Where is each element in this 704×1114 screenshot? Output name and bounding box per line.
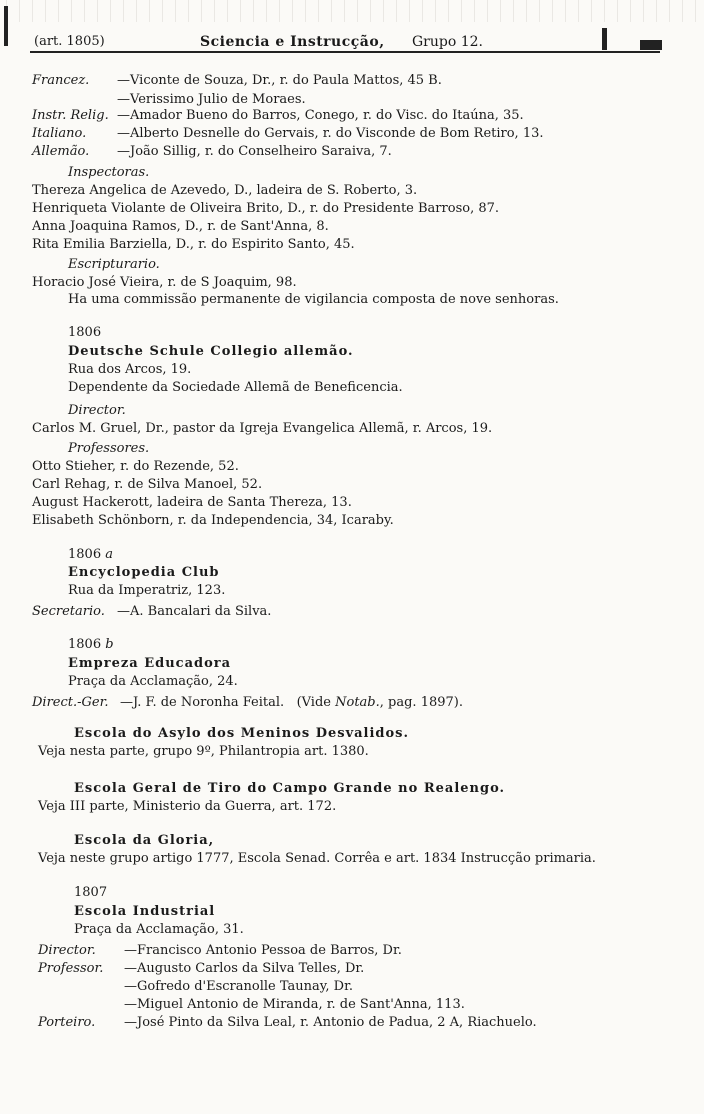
text-line: —Gofredo d'Escranolle Taunay, Dr. xyxy=(124,979,353,994)
ink-mark xyxy=(4,6,8,46)
text-line: —Alberto Desnelle do Gervais, r. do Visconde de Bom Retiro, 13. xyxy=(117,126,544,141)
label-professor: Professor. xyxy=(38,961,104,976)
article-number xyxy=(68,636,114,655)
entry-title: Deutsche Schule Collegio allemão. xyxy=(68,344,354,359)
label-allemao: Allemão. xyxy=(32,144,90,159)
text-line: Carl Rehag, r. de Silva Manoel, 52. xyxy=(32,477,263,492)
text-line: —Viconte de Souza, Dr., r. do Paula Mattos, 45 B. xyxy=(117,73,442,88)
text-line: —Amador Bueno do Barros, Conego, r. do Visc. do Itaúna, 35. xyxy=(117,108,524,123)
text-line xyxy=(120,694,463,713)
text-line: Horacio José Vieira, r. de S Joaquim, 98. xyxy=(32,275,297,290)
article-suffix: a xyxy=(105,547,113,562)
article-number-value: 1806 xyxy=(68,637,102,652)
text-line: Henriqueta Violante de Oliveira Brito, D., r. do Presidente Barroso, 87. xyxy=(32,201,500,216)
text-line: Dependente da Sociedade Allemã de Beneficencia. xyxy=(68,380,403,395)
header-title: Sciencia e Instrucção, xyxy=(200,34,385,50)
text-line: —José Pinto da Silva Leal, r. Antonio de Padua, 2 A, Riachuelo. xyxy=(124,1015,537,1030)
ink-mark xyxy=(640,40,662,50)
text-line: —Verissimo Julio de Moraes. xyxy=(117,92,306,107)
text-line: Carlos M. Gruel, Dr., pastor da Igreja Evangelica Allemã, r. Arcos, 19. xyxy=(32,421,493,436)
header-rule xyxy=(30,51,660,53)
text-line: Veja neste grupo artigo 1777, Escola Senad. Corrêa e art. 1834 Instrucção primaria. xyxy=(38,851,596,866)
text-line: Anna Joaquina Ramos, D., r. de Sant'Anna, 8. xyxy=(32,219,329,234)
label-secretario: Secretario. xyxy=(32,604,105,619)
label-porteiro: Porteiro. xyxy=(38,1015,96,1030)
header-article: (art. 1805) xyxy=(34,34,105,49)
article-number-value: 1806 xyxy=(68,547,102,562)
header-group: Grupo 12. xyxy=(412,34,483,50)
notab-text: Notab. xyxy=(335,695,380,710)
entry-title: Escola Industrial xyxy=(74,904,216,919)
text-line: Praça da Acclamação, 31. xyxy=(74,922,244,937)
label-director: Director. xyxy=(68,403,126,418)
text-line: Rita Emilia Barziella, D., r. do Espirito Santo, 45. xyxy=(32,237,355,252)
text-line: Rua dos Arcos, 19. xyxy=(68,362,192,377)
ink-mark xyxy=(602,28,607,50)
article-suffix: b xyxy=(105,637,114,652)
text-line: —Augusto Carlos da Silva Telles, Dr. xyxy=(124,961,365,976)
label-escripturario: Escripturario. xyxy=(68,257,160,272)
text-line: Thereza Angelica de Azevedo, D., ladeira de S. Roberto, 3. xyxy=(32,183,418,198)
entry-title: Escola da Gloria, xyxy=(74,833,215,848)
entry-title: Escola Geral de Tiro do Campo Grande no Realengo. xyxy=(74,781,506,796)
article-number: 1806 xyxy=(68,325,102,340)
text-line: Rua da Imperatriz, 123. xyxy=(68,583,226,598)
label-directger: Direct.-Ger. xyxy=(32,695,109,710)
text-line: Veja nesta parte, grupo 9º, Philantropia art. 1380. xyxy=(38,744,369,759)
text-line: —Francisco Antonio Pessoa de Barros, Dr. xyxy=(124,943,402,958)
label-italiano: Italiano. xyxy=(32,126,87,141)
text-line: —A. Bancalari da Silva. xyxy=(117,604,272,619)
article-number: 1807 xyxy=(74,885,108,900)
text-line: Veja III parte, Ministerio da Guerra, art. 172. xyxy=(38,799,337,814)
label-professores: Professores. xyxy=(68,441,150,456)
entry-title: Encyclopedia Club xyxy=(68,565,220,580)
page-top-edge xyxy=(0,0,704,22)
text-line: August Hackerott, ladeira de Santa Thereza, 13. xyxy=(32,495,352,510)
label-frances: Francez. xyxy=(32,73,90,88)
text-line: —Miguel Antonio de Miranda, r. de Sant'Anna, 113. xyxy=(124,997,465,1012)
page-ref: , pag. 1897). xyxy=(379,695,463,710)
article-number xyxy=(68,546,113,565)
label-inspectoras: Inspectoras. xyxy=(68,165,150,180)
label-relig: Instr. Relig. xyxy=(32,108,109,123)
text-line: —João Sillig, r. do Conselheiro Saraiva, 7. xyxy=(117,144,392,159)
text-line: Ha uma commissão permanente de vigilancia composta de nove senhoras. xyxy=(68,292,559,307)
entry-title: Escola do Asylo dos Meninos Desvalidos. xyxy=(74,726,410,741)
vide-text: (Vide xyxy=(296,695,331,710)
directger-name: —J. F. de Noronha Feital. xyxy=(120,695,285,710)
text-line: Otto Stieher, r. do Rezende, 52. xyxy=(32,459,239,474)
text-line: Elisabeth Schönborn, r. da Independencia, 34, Icaraby. xyxy=(32,513,394,528)
entry-title: Empreza Educadora xyxy=(68,656,232,671)
text-line: Praça da Acclamação, 24. xyxy=(68,674,238,689)
label-director: Director. xyxy=(38,943,96,958)
